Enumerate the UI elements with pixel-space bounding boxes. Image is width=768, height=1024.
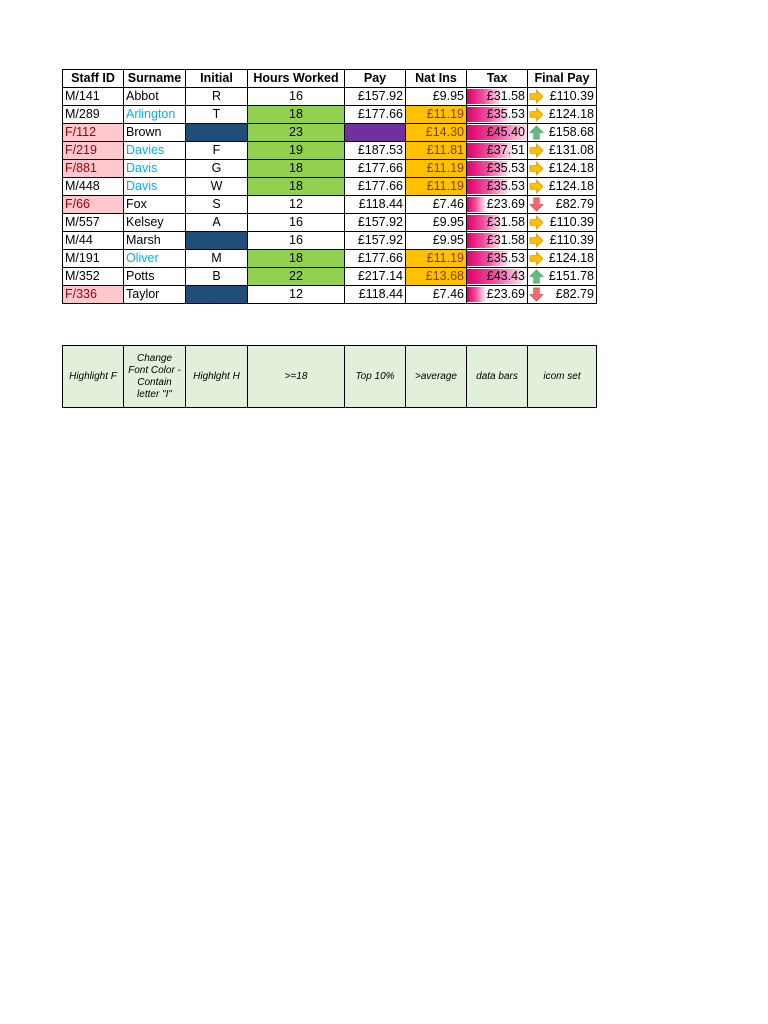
header-row [63, 70, 597, 88]
cell-initial[interactable]: R [186, 88, 248, 106]
cell-surname[interactable]: Davies [124, 142, 186, 160]
cell-staff-id[interactable]: F/336 [63, 286, 124, 304]
legend-highlight-h[interactable]: Highlght H [186, 346, 248, 408]
table-row [63, 106, 597, 124]
cell-initial[interactable]: S [186, 196, 248, 214]
cell-surname[interactable]: Taylor [124, 286, 186, 304]
cell-hours-worked[interactable]: 16 [248, 232, 345, 250]
cell-nat-ins[interactable]: £7.46 [406, 196, 467, 214]
header-hours-worked[interactable]: Hours Worked [248, 70, 345, 88]
cell-hours-worked[interactable]: 12 [248, 286, 345, 304]
header-initial[interactable]: Initial [186, 70, 248, 88]
cell-hours-worked[interactable]: 18 [248, 160, 345, 178]
cell-nat-ins[interactable]: £9.95 [406, 232, 467, 250]
final-pay-value: £110.39 [549, 89, 594, 103]
cell-tax[interactable] [467, 124, 528, 142]
cell-nat-ins[interactable]: £11.19 [406, 160, 467, 178]
cell-hours-worked[interactable]: 22 [248, 268, 345, 286]
cell-final-pay[interactable] [528, 160, 597, 178]
cell-tax[interactable] [467, 160, 528, 178]
cell-staff-id[interactable]: M/191 [63, 250, 124, 268]
cell-staff-id[interactable]: F/881 [63, 160, 124, 178]
final-pay-value: £124.18 [548, 179, 594, 193]
legend-above-average[interactable]: >average [406, 346, 467, 408]
cell-tax[interactable] [467, 286, 528, 304]
arrow-right-icon [529, 107, 544, 122]
formatting-legend-table [62, 345, 597, 408]
cell-pay[interactable]: £177.66 [345, 178, 406, 196]
cell-staff-id[interactable]: M/352 [63, 268, 124, 286]
cell-surname[interactable]: Potts [124, 268, 186, 286]
cell-final-pay[interactable] [528, 268, 597, 286]
arrow-up-icon [529, 125, 544, 140]
cell-tax[interactable] [467, 196, 528, 214]
cell-final-pay[interactable] [528, 196, 597, 214]
cell-initial[interactable]: M [186, 250, 248, 268]
cell-tax[interactable] [467, 232, 528, 250]
table-row [63, 160, 597, 178]
cell-initial[interactable]: A [186, 214, 248, 232]
table-row [63, 178, 597, 196]
cell-pay[interactable]: £118.44 [345, 196, 406, 214]
cell-pay[interactable]: £157.92 [345, 232, 406, 250]
final-pay-value: £151.78 [548, 269, 594, 283]
header-nat-ins[interactable]: Nat Ins [406, 70, 467, 88]
table-row [63, 250, 597, 268]
cell-staff-id[interactable]: M/44 [63, 232, 124, 250]
cell-initial[interactable]: G [186, 160, 248, 178]
cell-hours-worked[interactable]: 18 [248, 178, 345, 196]
cell-surname[interactable]: Brown [124, 124, 186, 142]
table-row [63, 232, 597, 250]
cell-surname[interactable]: Davis [124, 160, 186, 178]
final-pay-value: £131.08 [548, 143, 594, 157]
table-row [63, 124, 597, 142]
cell-nat-ins[interactable]: £9.95 [406, 88, 467, 106]
tax-value: £37.51 [486, 143, 525, 157]
cell-nat-ins[interactable]: £11.81 [406, 142, 467, 160]
cell-nat-ins[interactable]: £7.46 [406, 286, 467, 304]
cell-tax[interactable] [467, 214, 528, 232]
final-pay-value: £124.18 [548, 107, 594, 121]
cell-nat-ins[interactable]: £11.19 [406, 250, 467, 268]
cell-final-pay[interactable] [528, 142, 597, 160]
cell-surname[interactable]: Oliver [124, 250, 186, 268]
table-row [63, 268, 597, 286]
arrow-right-icon [529, 233, 544, 248]
cell-nat-ins[interactable]: £14.30 [406, 124, 467, 142]
cell-initial[interactable]: F [186, 142, 248, 160]
tax-value: £23.69 [486, 287, 525, 301]
cell-surname[interactable]: Marsh [124, 232, 186, 250]
cell-tax[interactable] [467, 250, 528, 268]
cell-tax[interactable] [467, 106, 528, 124]
cell-final-pay[interactable] [528, 214, 597, 232]
tax-value: £35.53 [486, 161, 525, 175]
legend-data-bars[interactable]: data bars [467, 346, 528, 408]
cell-surname[interactable]: Abbot [124, 88, 186, 106]
tax-value: £45.40 [486, 125, 525, 139]
tax-data-bar [467, 197, 485, 212]
cell-surname[interactable]: Davis [124, 178, 186, 196]
tax-value: £31.58 [486, 89, 525, 103]
tax-value: £31.58 [486, 215, 525, 229]
arrow-right-icon [529, 251, 544, 266]
table-row [63, 286, 597, 304]
cell-hours-worked[interactable]: 16 [248, 214, 345, 232]
final-pay-value: £82.79 [555, 197, 594, 211]
cell-surname[interactable]: Kelsey [124, 214, 186, 232]
cell-staff-id[interactable]: M/557 [63, 214, 124, 232]
cell-surname[interactable]: Fox [124, 196, 186, 214]
cell-pay[interactable]: £177.66 [345, 106, 406, 124]
tax-value: £35.53 [486, 179, 525, 193]
cell-hours-worked[interactable]: 18 [248, 106, 345, 124]
cell-final-pay[interactable] [528, 232, 597, 250]
legend-top-10[interactable]: Top 10% [345, 346, 406, 408]
header-surname[interactable]: Surname [124, 70, 186, 88]
cell-tax[interactable] [467, 268, 528, 286]
cell-pay[interactable]: £217.14 [345, 268, 406, 286]
cell-surname[interactable]: Arlington [124, 106, 186, 124]
arrow-right-icon [529, 215, 544, 230]
cell-pay[interactable]: £118.44 [345, 286, 406, 304]
final-pay-value: £110.39 [549, 233, 594, 247]
final-pay-value: £82.79 [555, 287, 594, 301]
cell-final-pay[interactable] [528, 250, 597, 268]
arrow-down-icon [529, 287, 544, 302]
cell-nat-ins[interactable]: £13.68 [406, 268, 467, 286]
arrow-down-icon [529, 197, 544, 212]
cell-staff-id[interactable]: M/448 [63, 178, 124, 196]
tax-value: £35.53 [486, 251, 525, 265]
legend-highlight-f[interactable]: Highlight F [63, 346, 124, 408]
final-pay-value: £158.68 [548, 125, 594, 139]
cell-initial[interactable]: H [186, 232, 248, 250]
arrow-up-icon [529, 269, 544, 284]
cell-hours-worked[interactable]: 23 [248, 124, 345, 142]
cell-tax[interactable] [467, 88, 528, 106]
header-staff-id[interactable]: Staff ID [63, 70, 124, 88]
cell-staff-id[interactable]: F/66 [63, 196, 124, 214]
cell-staff-id[interactable]: M/289 [63, 106, 124, 124]
final-pay-value: £110.39 [549, 215, 594, 229]
legend-ge-18[interactable]: >=18 [248, 346, 345, 408]
cell-pay[interactable]: £157.92 [345, 214, 406, 232]
cell-hours-worked[interactable]: 16 [248, 88, 345, 106]
cell-final-pay[interactable] [528, 106, 597, 124]
cell-nat-ins[interactable]: £11.19 [406, 106, 467, 124]
cell-hours-worked[interactable]: 19 [248, 142, 345, 160]
legend-icon-set[interactable]: icom set [528, 346, 597, 408]
final-pay-value: £124.18 [548, 251, 594, 265]
legend-font-color-contains-i[interactable]: Change Font Color - Contain letter "I" [124, 346, 186, 408]
cell-final-pay[interactable] [528, 286, 597, 304]
arrow-right-icon [529, 179, 544, 194]
cell-initial[interactable]: H [186, 286, 248, 304]
header-final-pay[interactable]: Final Pay [528, 70, 597, 88]
legend-row [63, 346, 597, 408]
tax-value: £43.43 [486, 269, 525, 283]
cell-pay[interactable]: £177.66 [345, 160, 406, 178]
table-row [63, 142, 597, 160]
tax-value: £23.69 [486, 197, 525, 211]
cell-initial[interactable]: T [186, 106, 248, 124]
cell-pay[interactable]: £157.92 [345, 88, 406, 106]
table-row [63, 214, 597, 232]
cell-pay[interactable]: £177.66 [345, 250, 406, 268]
arrow-right-icon [529, 89, 544, 104]
cell-tax[interactable] [467, 142, 528, 160]
cell-final-pay[interactable] [528, 88, 597, 106]
arrow-right-icon [529, 143, 544, 158]
header-tax[interactable]: Tax [467, 70, 528, 88]
tax-value: £31.58 [486, 233, 525, 247]
cell-initial[interactable]: B [186, 268, 248, 286]
final-pay-value: £124.18 [548, 161, 594, 175]
cell-staff-id[interactable]: M/141 [63, 88, 124, 106]
tax-data-bar [467, 287, 485, 302]
cell-hours-worked[interactable]: 18 [248, 250, 345, 268]
cell-staff-id[interactable]: F/219 [63, 142, 124, 160]
cell-hours-worked[interactable]: 12 [248, 196, 345, 214]
cell-final-pay[interactable] [528, 124, 597, 142]
cell-initial[interactable]: H [186, 124, 248, 142]
arrow-right-icon [529, 161, 544, 176]
table-row [63, 196, 597, 214]
cell-pay[interactable]: £227.01 [345, 124, 406, 142]
cell-pay[interactable]: £187.53 [345, 142, 406, 160]
staff-pay-table [62, 69, 597, 304]
cell-nat-ins[interactable]: £9.95 [406, 214, 467, 232]
cell-staff-id[interactable]: F/112 [63, 124, 124, 142]
cell-tax[interactable] [467, 178, 528, 196]
tax-value: £35.53 [486, 107, 525, 121]
cell-initial[interactable]: W [186, 178, 248, 196]
table-row [63, 88, 597, 106]
cell-nat-ins[interactable]: £11.19 [406, 178, 467, 196]
cell-final-pay[interactable] [528, 178, 597, 196]
header-pay[interactable]: Pay [345, 70, 406, 88]
